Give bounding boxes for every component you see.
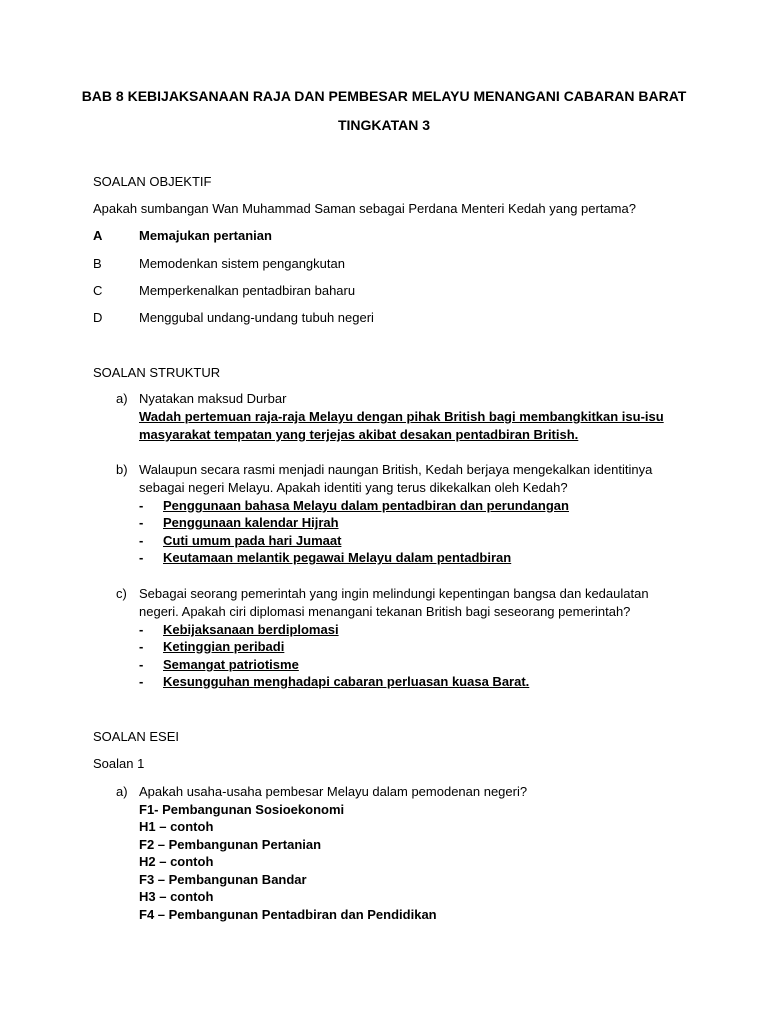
bullet-dash: - [139,622,144,637]
objektif-question: Apakah sumbangan Wan Muhammad Saman sebagai Perdana Menteri Kedah yang pertama? [93,201,636,216]
esei-point: F1- Pembangunan Sosioekonomi [139,802,345,817]
bullet-dash: - [139,498,144,513]
struktur-b-answer: Keutamaan melantik pegawai Melayu dalam pentadbiran [163,550,512,565]
option-letter-b: B [93,256,102,271]
bullet-dash: - [139,657,144,672]
struktur-c-answer: Kebijaksanaan berdiplomasi [163,622,339,637]
struktur-c-answer: Kesungguhan menghadapi cabaran perluasan kuasa Barat. [163,674,530,689]
struktur-a-question: Nyatakan maksud Durbar [139,391,287,406]
esei-point: F3 – Pembangunan Bandar [139,872,307,887]
esei-point: H2 – contoh [139,854,214,869]
struktur-c-question-line2: negeri. Apakah ciri diplomasi menangani tekanan British bagi seseorang pemerintah? [139,604,631,619]
option-text-d: Menggubal undang-undang tubuh negeri [139,310,374,325]
option-letter-d: D [93,310,103,325]
struktur-c-label: c) [116,586,127,601]
bullet-dash: - [139,515,144,530]
document-title: BAB 8 KEBIJAKSANAAN RAJA DAN PEMBESAR MELAYU MENANGANI CABARAN BARAT [81,88,687,104]
struktur-b-question-line1: Walaupun secara rasmi menjadi naungan British, Kedah berjaya mengekalkan identitinya [139,462,653,477]
struktur-c-question-line1: Sebagai seorang pemerintah yang ingin melindungi kepentingan bangsa dan kedaulatan [139,586,649,601]
option-text-c: Memperkenalkan pentadbiran baharu [139,283,356,298]
esei-a-question: Apakah usaha-usaha pembesar Melayu dalam pemodenan negeri? [139,784,528,799]
esei-soalan: Soalan 1 [93,756,145,771]
struktur-b-answer: Penggunaan kalendar Hijrah [163,515,339,530]
struktur-c-answer: Semangat patriotisme [163,657,299,672]
esei-heading: SOALAN ESEI [93,729,179,744]
struktur-heading: SOALAN STRUKTUR [93,365,221,380]
option-letter-c: C [93,283,103,298]
struktur-a-answer-line1: Wadah pertemuan raja-raja Melayu dengan pihak British bagi membangkitkan isu-isu [139,409,664,424]
option-text-b: Memodenkan sistem pengangkutan [139,256,345,271]
esei-point: F2 – Pembangunan Pertanian [139,837,322,852]
objektif-heading: SOALAN OBJEKTIF [93,174,212,189]
bullet-dash: - [139,639,144,654]
struktur-b-answer: Penggunaan bahasa Melayu dalam pentadbiran dan perundangan [163,498,569,513]
struktur-b-question-line2: sebagai negeri Melayu. Apakah identiti yang terus dikekalkan oleh Kedah? [139,480,568,495]
struktur-a-label: a) [116,391,128,406]
struktur-a-answer-line2: masyarakat tempatan yang terjejas akibat desakan pentadbiran British. [139,427,579,442]
option-text-a: Memajukan pertanian [139,228,272,243]
esei-point: F4 – Pembangunan Pentadbiran dan Pendidikan [139,907,437,922]
option-letter-a: A [93,228,103,243]
esei-point: H1 – contoh [139,819,214,834]
bullet-dash: - [139,550,144,565]
struktur-b-label: b) [116,462,128,477]
struktur-b-answer: Cuti umum pada hari Jumaat [163,533,342,548]
esei-a-label: a) [116,784,128,799]
bullet-dash: - [139,674,144,689]
bullet-dash: - [139,533,144,548]
struktur-c-answer: Ketinggian peribadi [163,639,285,654]
esei-point: H3 – contoh [139,889,214,904]
document-subtitle: TINGKATAN 3 [337,117,431,133]
